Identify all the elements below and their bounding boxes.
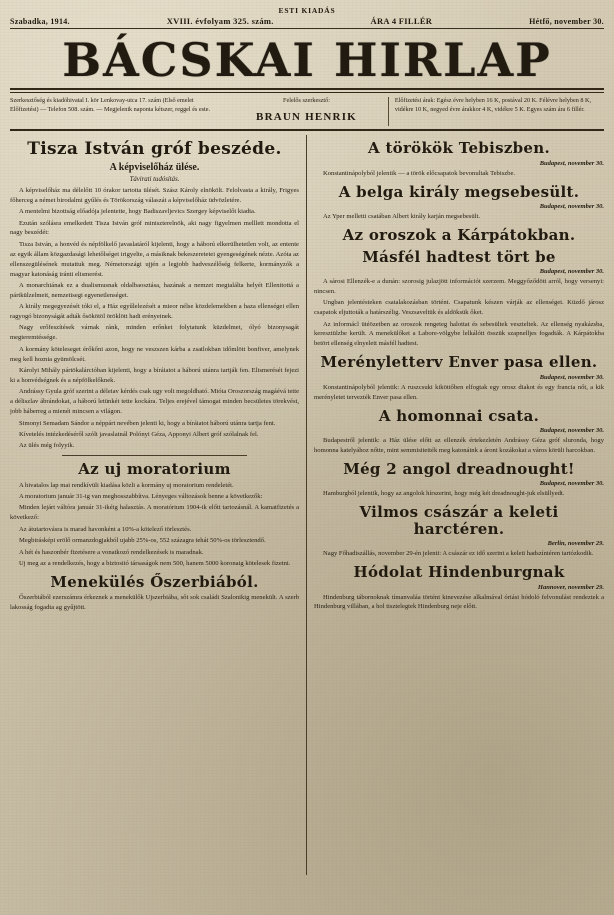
article-paragraph: Nagy Főhadiszállás, november 29-én jelenti: A császár ez idő szerint a keleti hadszíntéren tartózkodik.	[323, 550, 594, 558]
subscription-prices: Előfizetési árak: Egész évre helyben 16 K, postával 20 K. Félévre helyben 8 K, vidékre 10 K, negyed évre árakkor 4 K, vidékre 5 K. Egyes szám ára 6 fillér.	[388, 97, 604, 126]
article-paragraph: Tisza István, a honvéd és népfölkelő javaslatáról kijelenti, hogy a háború elkerülhetetlen volt, az entente az egyik állam közgazdasági lehetőlséget irigyelte, a másiknak bekeszeretetei gyengeségének nézte. Azóta az ellenszegülésének mutattuk meg. Németországi ujjén a legjobb hadveszélőség felkerte, kormányzók a magyar katonáság iránti elismerést.	[10, 240, 299, 278]
article-paragraph: A képviselőház ma délelőtt 10 órakor tartotta ülését. Szász Károly elnökölt. Felolvasta a király, Frigyes főherceg a német birodalmi gyűlés és Törökország válaszát a képviselőház üdvözletére.	[10, 186, 299, 204]
article-headline: Merényletterv Enver pasa ellen.	[320, 353, 598, 372]
article-paragraph: A hivatalos lap mai rendkívüli kiadása közli a kormány uj moratorium rendeletét.	[19, 481, 234, 489]
editorial-office-info: Szerkesztőség és kiadóhivatal I. kör Lenkovay-utca 17. szám (Első emelet Előfizetési) — Telefon 508. szám. — Megjelenik naponta kétszer, reggel és este.	[10, 97, 211, 114]
article-dateline: Berlin, november 29.	[547, 540, 604, 548]
article-headline: Az uj moratorium	[78, 460, 231, 479]
article-escape-from-old-serbia	[10, 574, 299, 613]
article-columns	[10, 135, 604, 875]
article-paragraph: Simonyi Semadam Sándor a néppárt nevében jelenti ki, hogy a bíráiatot háború utánra tartja fent.	[19, 419, 276, 427]
article-paragraph: A kormány köteleseget érőkőni azon, hogy ne veszszen kárba a zsatlokban időmlött bonfiver, amelynek meg kell hoznia gyümölcsét.	[10, 345, 299, 363]
edition-label: ESTI KIADÁS	[278, 6, 336, 15]
article-dateline: Budapest, november 30.	[539, 427, 604, 435]
right-column	[307, 135, 604, 875]
article-headline: Menekülés Őszerbiából.	[50, 572, 259, 591]
article-tisza-speech	[10, 140, 299, 451]
section-divider	[62, 455, 247, 456]
article-kaiser-eastern-front	[314, 504, 604, 559]
editor-name: BRAUN HENRIK	[256, 111, 357, 124]
responsible-editor-block	[225, 97, 388, 126]
article-homage-to-hindenburg	[314, 564, 604, 612]
article-dateline: Budapest, november 30.	[539, 480, 604, 488]
article-headline: Még 2 angol dreadnought!	[343, 459, 575, 478]
article-paragraph: A monarchiának ez a dualismusnak oldalbaosztása, hazának a nemzet megtalálta helyét Ellenitottá a pártkülzelmeit, nemzetisegi egyenetlenséget.	[10, 281, 299, 299]
volume-number: XVIII. évfolyam 325. szám.	[166, 16, 274, 26]
article-paragraph: A moratorium január 31-ig van meghosszabbítva. Lényeges változások benne a következők:	[19, 493, 263, 501]
article-headline: Az oroszok a Kárpátokban.	[342, 226, 576, 244]
masthead-divider	[10, 88, 604, 93]
article-paragraph: Az informácl ütéözetben az oroszok rengeteg halottat és sebesültek veszteltek. Az ellenség nyakázsba, keresztülzbe került. A menekülőket a Labore-völgybe lelkálótt összük szapnelljes fogadták. A Kárpátokba betört ellenség elnyelett másfél hadtest.	[314, 320, 604, 348]
article-paragraph: Nagy erőfeszítések várnak ránk, minden erőnket folytatunk küzdelmet, ólyó bizonysagát megteremtéssége.	[10, 324, 299, 342]
article-paragraph: A sárosi Ellenzék-e a dunán: szorosig julazjött információt szerzem. Meggyőződött arról, hogy versenyi: nincsen.	[314, 278, 604, 295]
masthead-top-line	[10, 16, 604, 29]
article-belgian-king-wounded	[314, 184, 604, 222]
article-paragraph: Minden lejárt váltóra január 31-ikéig halasztás. A moratórium 1904-ik előtt tartozásnál. A kamatfizetés a következő:	[10, 504, 299, 522]
article-paragraph: Budapestről jelentik: a Ház ülése előtt az ellenzék értekezletén Andrássy Géza gróf sluronda, hogy homonna katelyához nőtte, mint semmisitették meg katonáink a ároni kozákokat a város körüli harcokban.	[314, 437, 604, 454]
article-paragraph: Konstantinápolyból jelentik — a török előcsapatok bevonultak Tebiszbe.	[323, 169, 516, 177]
article-dateline: Budapest, november 30.	[539, 373, 604, 381]
article-battle-of-homonna	[314, 408, 604, 456]
article-paragraph: Megbirásképi erölő ormanzdogjakból ujabb 25%-os, 552 százagra tehát 50%-os törlesztendő.	[19, 537, 266, 545]
place-year: Szabadka, 1914.	[10, 17, 70, 26]
article-kicker: Távirati tudósítás.	[129, 175, 180, 183]
article-paragraph: A hét és haszonbér fizetésere a vonatkozó rendelkezések is maradnak.	[19, 548, 204, 556]
article-russians-in-carpathians	[314, 227, 604, 349]
article-paragraph: Őszerbiából ezerszámra érkeznek a menekülők Ujszerbiába, sőt sok családi Szalonikig menekült. A szerb lakosság fogadta ag gyűjtött.	[10, 594, 299, 612]
article-headline: Tisza István gróf beszéde.	[27, 139, 282, 160]
article-new-moratorium	[10, 461, 299, 569]
newspaper-title: BÁCSKAI HIRLAP	[62, 33, 552, 87]
masthead-info	[10, 97, 604, 131]
article-paragraph: Hindenburg tábornoknak tímanvaláa történt kinevezése alkalmával óriási hódoló felvonulást rendeztek a Hindenburg villában, a hol tisztelegtek Hindenburg neje előtt.	[314, 593, 604, 611]
article-headline: A belga király megsebesült.	[338, 182, 580, 201]
article-paragraph: Kívetelés intézkedéséről szólt javaslatnál Polónyi Géza, Apponyi Albert gróf szólalnak fel.	[19, 430, 259, 438]
article-paragraph: Hamburgból jelentik, hogy az angolok hírszerint, hogy még két dreadnought-juk elsüllyedt.	[323, 490, 565, 498]
article-turks-in-tabriz	[314, 140, 604, 178]
article-paragraph: Az ülés még folyyik.	[19, 442, 75, 450]
article-paragraph: Az átutartovásra is marad havonként a 10%-a kötelező törlesztés.	[19, 525, 192, 533]
article-paragraph: Károlyi Mihály pártökalárcióban kijelenti, hogy a bíráiatot a háború utánra tartják fen. Elismerését fejezi ki a honvédségnek és a népfölkelőknek.	[10, 367, 299, 384]
article-dateline: Budapest, november 30.	[539, 159, 604, 167]
article-headline: A törökök Tebiszben.	[367, 139, 550, 158]
article-dateline: Hannover, november 29.	[537, 583, 604, 591]
price-label: ÁRA 4 FILLÉR	[370, 16, 433, 26]
article-two-more-dreadnoughts	[314, 461, 604, 499]
editor-label: Felelős szerkesztő:	[283, 97, 330, 105]
article-paragraph: Ungban jelentésteken csatalakozásban történt. Csapatunk készen várják az ellenséget. Küzdő járosz csapatok eljuttoták a határszélig. Veszsaveltük és aldöksük őket.	[314, 299, 604, 317]
article-plot-against-enver-pasha	[314, 354, 604, 402]
article-subhead: Másfél hadtest tört be	[362, 247, 556, 266]
issue-date: Hétfő, november 30.	[529, 17, 604, 26]
article-dateline: Budapest, november 30.	[539, 268, 604, 275]
article-paragraph: Andrássy Gyula gróf szerint a déleiav kérdés csak ugy volt megoldható. Mióta Oroszország magáévá tette a déliszlav ábrándokat, a háború letünkét tette kockára. Teljes erejével támogat minden becsületes törekvést, jobb háberreg a mienéi mincsen a világon.	[10, 388, 299, 416]
article-subhead: A képviselőház ülése.	[109, 161, 200, 173]
article-headline: A homonnai csata.	[378, 406, 540, 425]
article-paragraph: Konstantinápolyból jelentik: A ruszcsuki kiköttőben elfogtak egy orosz diakot és egy francia nőt, a kik merényletet tervezték Enver pasa ellen.	[314, 383, 604, 401]
article-dateline: Budapest, november 30.	[539, 203, 604, 211]
article-paragraph: A király megegyezését tóki el, a Ház egyűlelezését a mieor nélse közdelemekben a haza ellenségei ellen ragyogó bizonyságát adták ősökötöl öröklött hadi erényeinek.	[10, 303, 299, 321]
article-paragraph: A mentelmi bizottság előadója jelentette, hogy Badiszavljevics Szergey képviselőt kiadta.	[19, 208, 256, 216]
article-paragraph: Uj meg az a rendelkezés, hogy a biztositó társaságok nem 500, hanem 5000 koronaig kötelesek fizetni.	[19, 559, 291, 567]
article-paragraph: Az Yper melletti csatában Albert király karján megsebesült.	[323, 213, 480, 221]
left-column	[10, 135, 307, 875]
article-paragraph: Ezután szólásra emelkedett Tisza István gróf miniszterelnök, aki nagy figyelmen melllett mondotta el nagy beszédét:	[10, 219, 299, 237]
article-headline: Hódolat Hindenburgnak	[353, 563, 565, 582]
article-headline: Vilmos császár a keleti harctéren.	[359, 503, 559, 538]
